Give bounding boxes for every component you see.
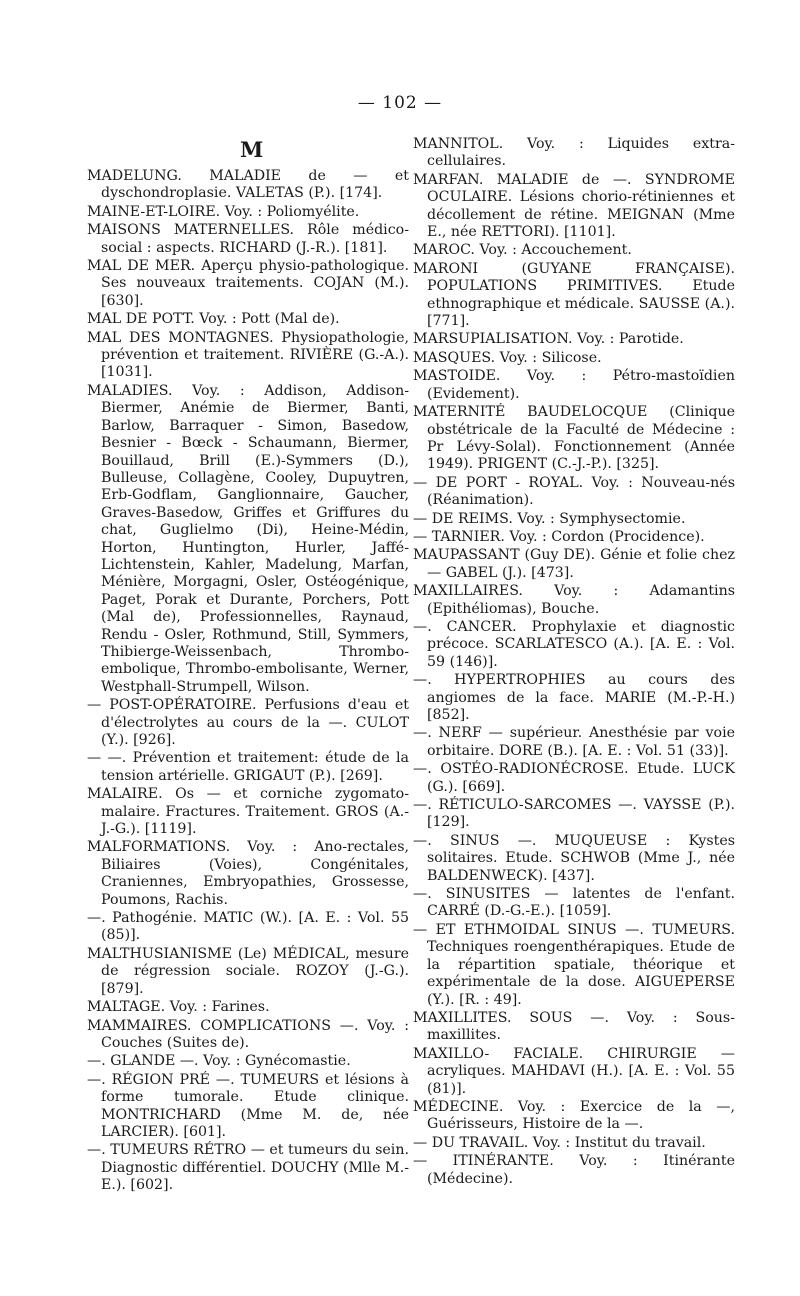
index-entry: —. HYPERTROPHIES au cours des angiomes de la face. MARIE (M.-P.-H.) [852].: [413, 672, 735, 723]
index-entry: —. SINUS —. MUQUEUSE : Kystes solitaires. Etude. SCHWOB (Mme J., née BALDENWECK). [437].: [413, 832, 735, 884]
index-entry: MASQUES. Voy. : Silicose.: [413, 349, 602, 366]
index-entry: MALADIES. Voy. : Addison, Addison-Biermer, Anémie de Biermer, Banti, Barlow, Barraquer - Simon, Basedow, Besnier - Bœck - Schaumann, Biermer, Bouillaud, Brill (E.)-Symmers (D.), Bulleuse, Collagène, Cooley, Dupuytren, Erb-Godflam, Ganglionnaire, Gaucher, Graves-Basedow, Griffes et Griffures du chat, Guglielmo (Di), Heine-Médin, Horton, Huntington, Hurler, Jaffé-Lichtenstein, Kahler, Madelung, Marfan, Ménière, Morgagni, Osler, Ostéogénique, Paget, Porak et Durante, Porchers, Pott (Mal de), Professionnelles, Raynaud, Rendu - Osler, Rothmund, Still, Symmers, Thibierge-Weissenbach, Thrombo-embolique, Thrombo-embolisante, Werner, Westphall-Strumpell, Wilson.: [87, 382, 409, 695]
index-entry: MASTOIDE. Voy. : Pétro-mastoïdien (Evidement).: [413, 368, 735, 402]
index-entry: MAL DE MER. Aperçu physio-pathologique. Ses nouveaux traitements. COJAN (M.). [630].: [87, 258, 409, 309]
index-entry: —. CANCER. Prophylaxie et diagnostic précoce. SCARLATESCO (A.). [A. E. : Vol. 59 (146)].: [413, 618, 735, 670]
page-number: — 102 —: [357, 93, 443, 113]
index-entry: MANNITOL. Voy. : Liquides extra-cellulaires.: [413, 136, 735, 170]
index-entry: MAL DE POTT. Voy. : Pott (Mal de).: [87, 311, 340, 328]
index-entry: — DE REIMS. Voy. : Symphysectomie.: [413, 510, 686, 527]
index-entry: MAROC. Voy. : Accouchement.: [413, 242, 632, 259]
index-entry: —. Pathogénie. MATIC (W.). [A. E. : Vol. 55 (85)].: [87, 910, 409, 944]
index-entry: MALFORMATIONS. Voy. : Ano-rectales, Biliaires (Voies), Congénitales, Craniennes, Embryopathies, Grossesse, Poumons, Rachis.: [87, 839, 409, 908]
index-entry: MAXILLO- FACIALE. CHIRURGIE — acryliques. MAHDAVI (H.). [A. E. : Vol. 55 (81)].: [413, 1045, 735, 1097]
index-entry: MAISONS MATERNELLES. Rôle médico-social : aspects. RICHARD (J.-R.). [181].: [87, 222, 409, 256]
index-entry: MAXILLITES. SOUS —. Voy. : Sous-maxillites.: [413, 1009, 735, 1044]
section-letter: M: [240, 137, 264, 162]
index-entry: —. RÉGION PRÉ —. TUMEURS et lésions à forme tumorale. Etude clinique. MONTRICHARD (Mme M. de, née LARCIER). [601].: [87, 1071, 409, 1140]
index-entry: — TARNIER. Voy. : Cordon (Procidence).: [413, 528, 705, 545]
index-entry: MARONI (GUYANE FRANÇAISE). POPULATIONS PRIMITIVES. Etude ethnographique et médicale. SAUSSE (A.). [771].: [413, 260, 735, 330]
index-entry: — ET ETHMOIDAL SINUS —. TUMEURS. Techniques roengenthérapiques. Etude de la répartition spatiale, théorique et expérimentale de la dose. AIGUEPERSE (Y.). [R. : 49].: [413, 921, 735, 1008]
index-entry: MARFAN. MALADIE de —. SYNDROME OCULAIRE. Lésions chorio-rétiniennes et décollement de rétine. MEIGNAN (Mme E., née RETTORI). [1101].: [413, 171, 735, 241]
index-entry: —. SINUSITES — latentes de l'enfant. CARRÉ (D.-G.-E.). [1059].: [413, 886, 735, 920]
index-entry: MALTHUSIANISME (Le) MÉDICAL, mesure de régression sociale. ROZOY (J.-G.). [879].: [87, 945, 409, 997]
index-entry: — ITINÉRANTE. Voy. : Itinérante (Médecine).: [413, 1153, 735, 1187]
right-column: [413, 136, 735, 1189]
index-entry: — DE PORT - ROYAL. Voy. : Nouveau-nés (Réanimation).: [413, 474, 735, 509]
index-entry: MADELUNG. MALADIE de — et dyschondroplasie. VALETAS (P.). [174].: [87, 168, 409, 202]
index-entry: MAXILLAIRES. Voy. : Adamantins (Epithéliomas), Bouche.: [413, 583, 735, 617]
index-entry: MALTAGE. Voy. : Farines.: [87, 999, 270, 1016]
index-entry: —. RÉTICULO-SARCOMES —. VAYSSE (P.). [129].: [413, 797, 735, 831]
index-entry: MAMMAIRES. COMPLICATIONS —. Voy. : Couches (Suites de).: [87, 1017, 409, 1051]
index-entry: MARSUPIALISATION. Voy. : Parotide.: [413, 331, 684, 348]
index-entry: —. GLANDE —. Voy. : Gynécomastie.: [87, 1053, 351, 1070]
left-column: [87, 168, 409, 1196]
index-entry: —. OSTÉO-RADIONÉCROSE. Etude. LUCK (G.). [669].: [413, 761, 735, 795]
index-entry: — —. Prévention et traitement: étude de la tension artérielle. GRIGAUT (P.). [269].: [87, 750, 409, 784]
index-entry: — POST-OPÉRATOIRE. Perfusions d'eau et d'électrolytes au cours de la —. CULOT (Y.). [926].: [87, 697, 409, 748]
index-entry: MATERNITÉ BAUDELOCQUE (Clinique obstétricale de la Faculté de Médecine : Pr Lévy-Solal). Fonctionnement (Année 1949). PRIGENT (C.-J.-P.). [325].: [413, 404, 735, 473]
index-entry: — DU TRAVAIL. Voy. : Institut du travail.: [413, 1134, 706, 1151]
index-entry: —. TUMEURS RÉTRO — et tumeurs du sein. Diagnostic différentiel. DOUCHY (Mlle M.-E.). [602].: [87, 1142, 409, 1194]
index-entry: MÉDECINE. Voy. : Exercice de la —, Guérisseurs, Histoire de la —.: [413, 1098, 735, 1133]
index-entry: MALAIRE. Os — et corniche zygomato-malaire. Fractures. Traitement. GROS (A.-J.-G.). [1119].: [87, 786, 409, 838]
index-entry: —. NERF — supérieur. Anesthésie par voie orbitaire. DORE (B.). [A. E. : Vol. 51 (33)].: [413, 725, 735, 759]
index-entry: MAUPASSANT (Guy DE). Génie et folie chez — GABEL (J.). [473].: [413, 547, 735, 581]
index-entry: MAINE-ET-LOIRE. Voy. : Poliomyélite.: [87, 203, 360, 220]
index-entry: MAL DES MONTAGNES. Physiopathologie, prévention et traitement. RIVIÈRE (G.-A.). [1031].: [87, 329, 409, 381]
